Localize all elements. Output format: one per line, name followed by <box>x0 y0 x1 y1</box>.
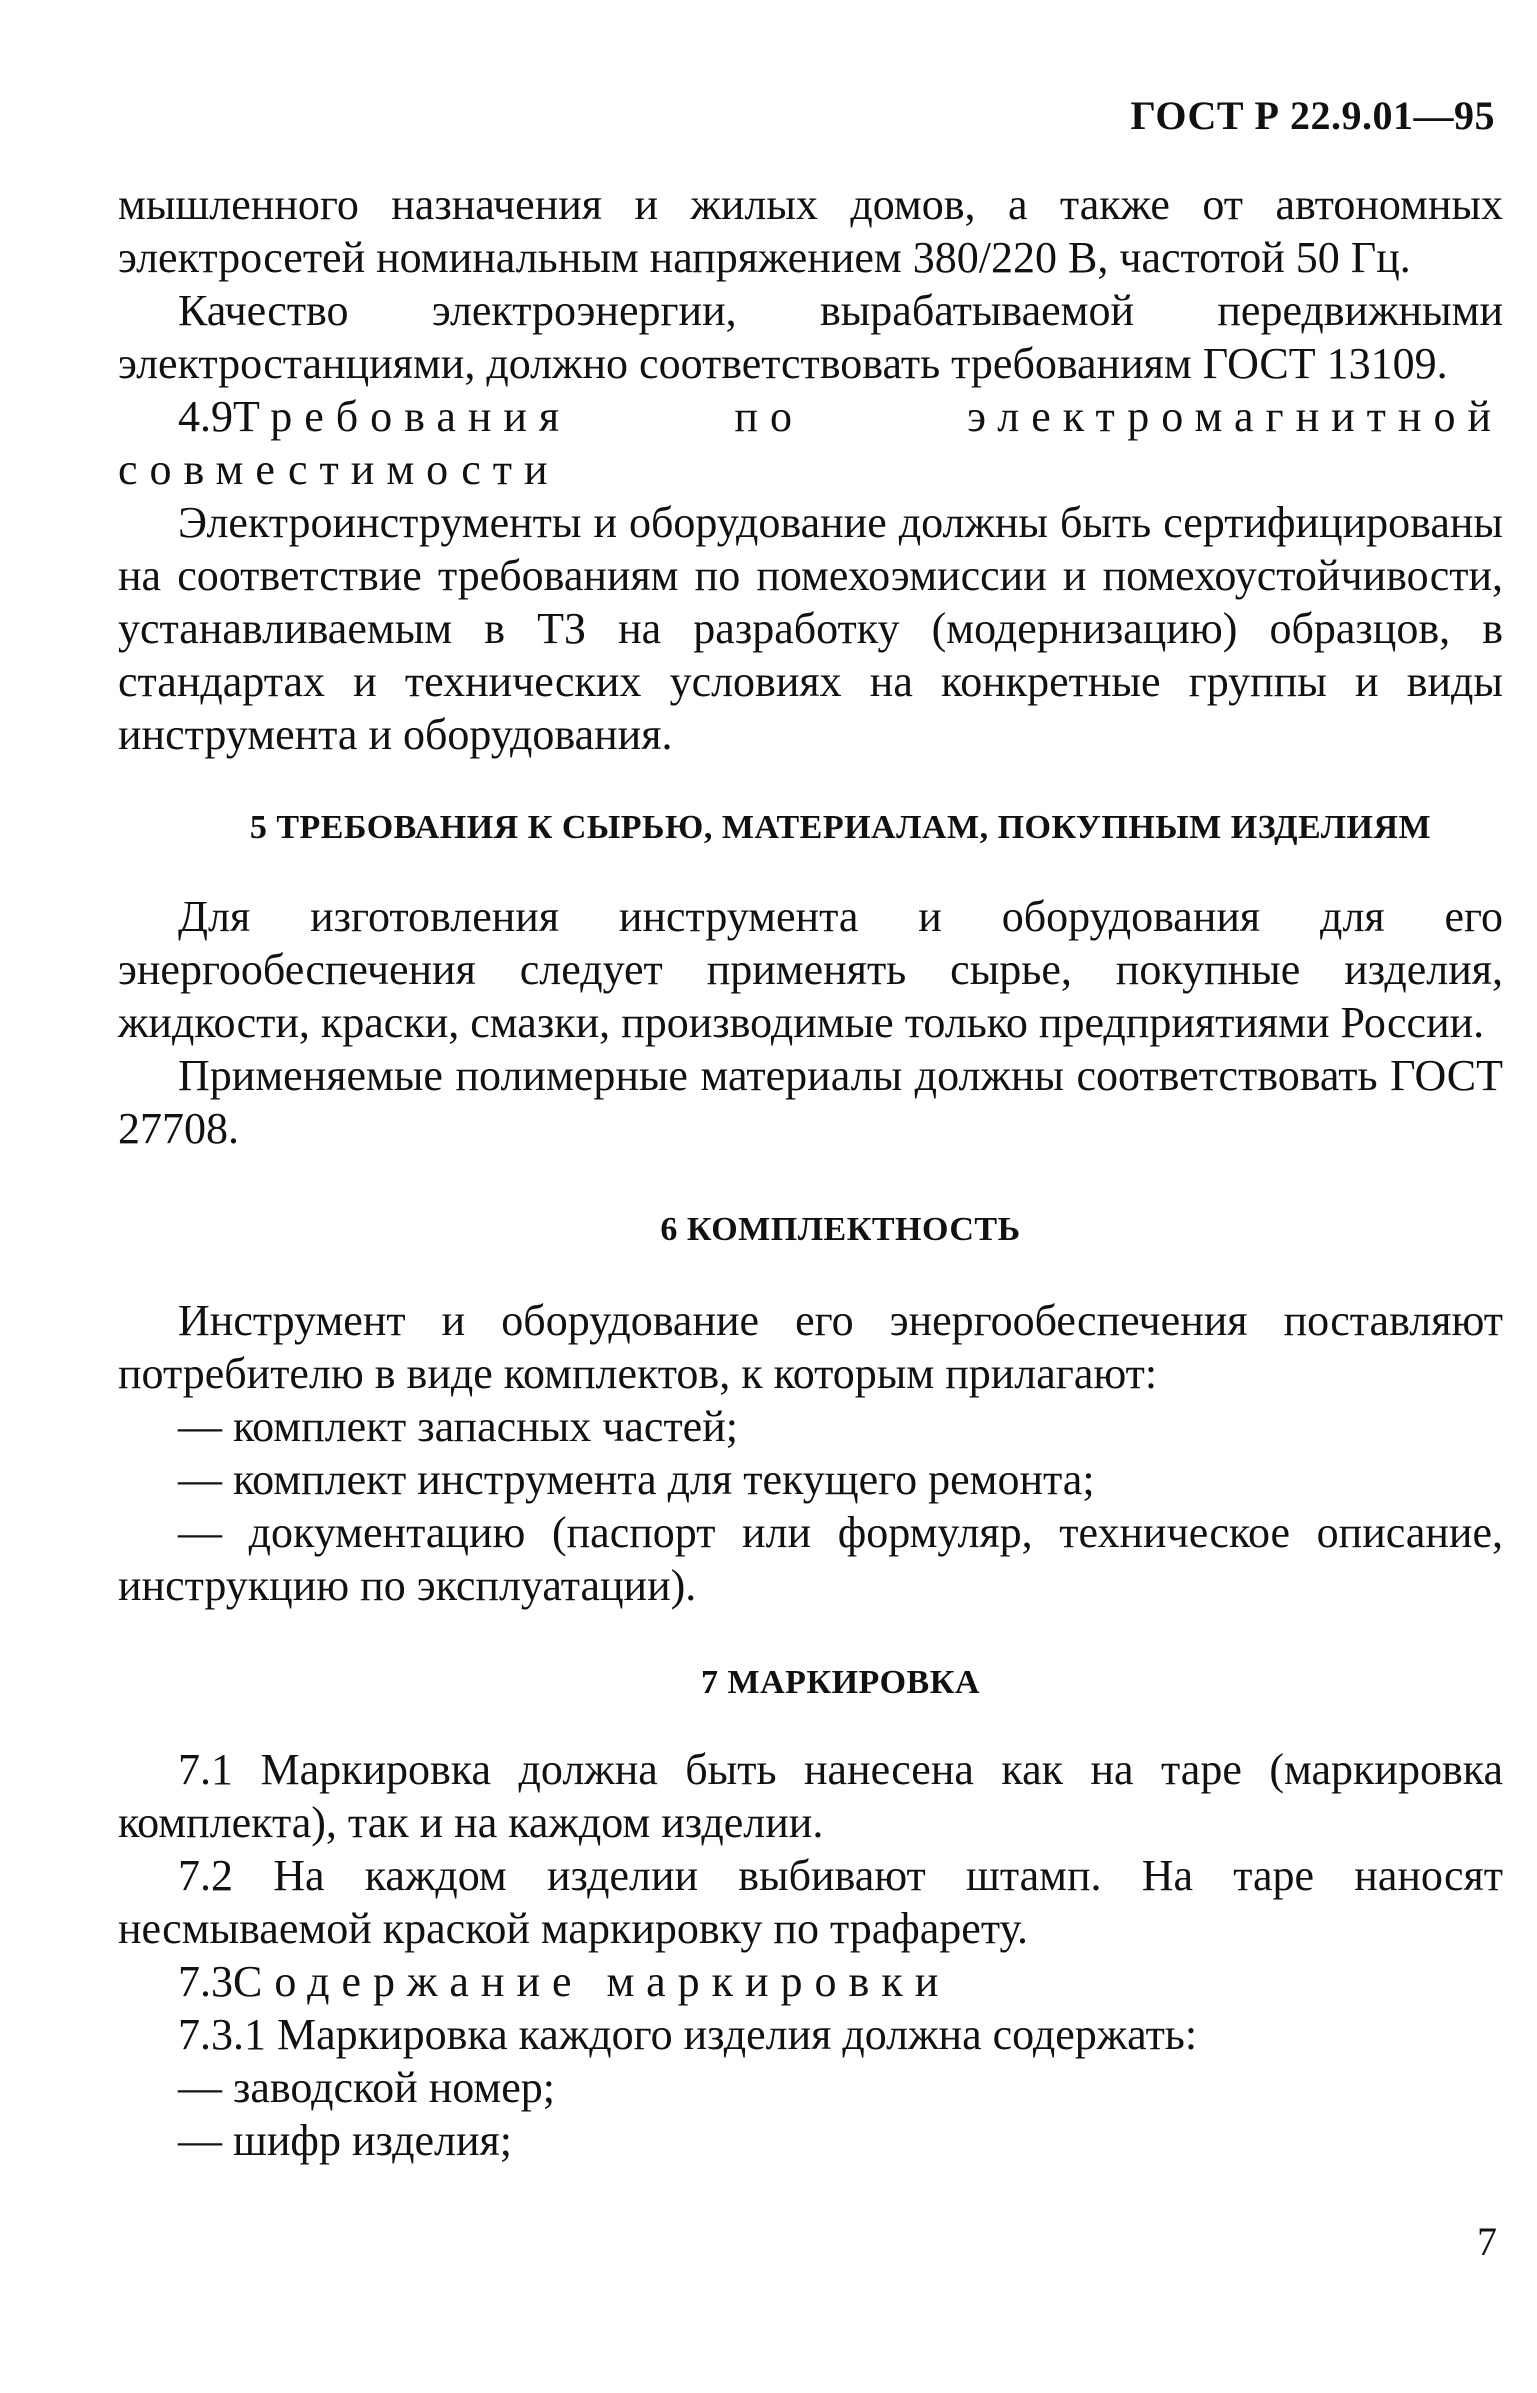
document-header: ГОСТ Р 22.9.01—95 <box>1130 93 1495 138</box>
paragraph-7-3-1: 7.3.1 Маркировка каждого изделия должна содержать: <box>178 2010 1198 2059</box>
document-body <box>118 178 1503 2167</box>
paragraph-raw-materials: Для изготовления инструмента и оборудования для его энергообеспечения следует применять сырье, покупные изделия, жидкости, краски, смазки, производимые только предприятиями России. <box>118 892 1503 1047</box>
paragraph-7-1: 7.1 Маркировка должна быть нанесена как на таре (маркировка комплекта), так и на каждом изделии. <box>118 1745 1503 1847</box>
paragraph-7-2: 7.2 На каждом изделии выбивают штамп. На таре наносят несмываемой краской маркировку по трафарету. <box>118 1851 1503 1953</box>
section-7-heading: 7 МАРКИРОВКА <box>701 1664 980 1701</box>
section-5-heading: 5 ТРЕБОВАНИЯ К СЫРЬЮ, МАТЕРИАЛАМ, ПОКУПНЫМ ИЗДЕЛИЯМ <box>249 809 1432 846</box>
section-7-3-title: Содержание маркировки <box>233 1957 951 2006</box>
paragraph-polymers: Применяемые полимерные материалы должны соответствовать ГОСТ 27708. <box>118 1051 1503 1153</box>
section-4-9-heading <box>118 390 1503 496</box>
list-item-documentation: — документацию (паспорт или формуляр, техническое описание, инструкцию по эксплуатации). <box>118 1508 1503 1610</box>
section-7-3-number: 7.3 <box>178 1957 233 2006</box>
list-item-repair-tools: — комплект инструмента для текущего ремонта; <box>178 1455 1095 1504</box>
list-item-product-code: — шифр изделия; <box>178 2116 512 2165</box>
paragraph-emc: Электроинструменты и оборудование должны быть сертифицированы на соответствие требованиям по помехоэмиссии и помехоустойчивости, устанавливаемым в ТЗ на разработку (модернизацию) образцов, в стандартах и технических условиях на конкретные группы и виды инструмента и оборудования. <box>118 498 1503 759</box>
section-7-3-heading <box>118 1955 1503 2008</box>
list-item-serial-number: — заводской номер; <box>178 2063 556 2112</box>
paragraph-completeness: Инструмент и оборудование его энергообеспечения поставляют потребителю в виде комплектов, к которым прилагают: <box>118 1296 1503 1398</box>
paragraph-power-quality: Качество электроэнергии, вырабатываемой передвижными электростанциями, должно соответствовать требованиям ГОСТ 13109. <box>118 286 1503 388</box>
paragraph-continuation: мышленного назначения и жилых домов, а также от автономных электросетей номинальным напряжением 380/220 В, частотой 50 Гц. <box>118 180 1503 282</box>
page-number: 7 <box>1477 2219 1497 2264</box>
section-4-9-number: 4.9 <box>178 392 233 441</box>
section-4-9-title: Требования по электромагнитной совместимости <box>118 392 1503 494</box>
section-6-heading: 6 КОМПЛЕКТНОСТЬ <box>660 1211 1021 1248</box>
list-item-spare-parts: — комплект запасных частей; <box>178 1402 738 1451</box>
